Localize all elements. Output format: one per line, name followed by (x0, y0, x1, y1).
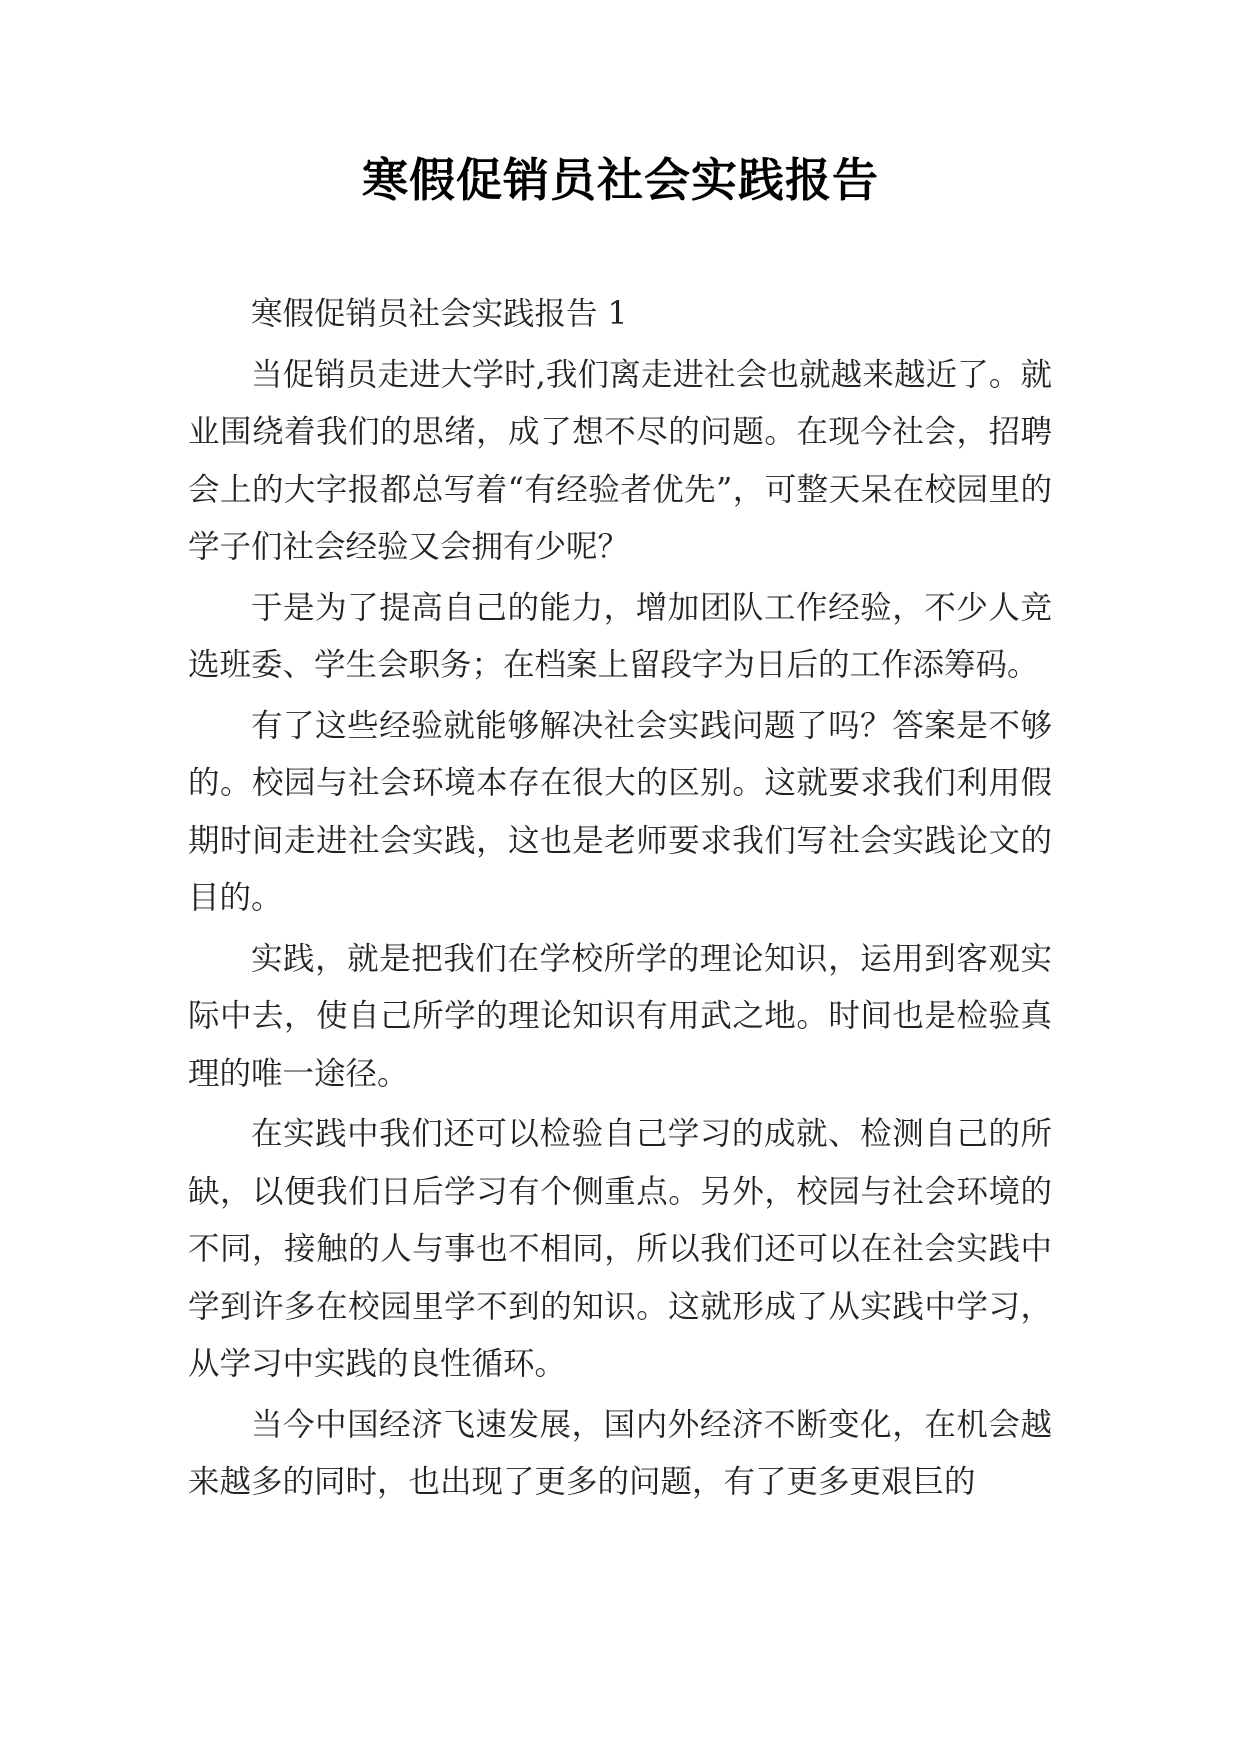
section-heading: 寒假促销员社会实践报告 1 (251, 296, 628, 332)
paragraph: 实践，就是把我们在学校所学的理论知识，运用到客观实际中去，使自己所学的理论知识有用武之地。时间也是检验真理的唯一途径。 (188, 940, 1052, 1092)
paragraph: 当今中国经济飞速发展，国内外经济不断变化，在机会越来越多的同时，也出现了更多的问题，有了更多更艰巨的 (188, 1406, 1052, 1500)
paragraph: 当促销员走进大学时,我们离走进社会也就越来越近了。就业围绕着我们的思绪，成了想不尽的问题。在现今社会，招聘会上的大字报都总写着“有经验者优先”，可整天呆在校园里的学子们社会经验又会拥有少呢？ (188, 356, 1052, 565)
document-body (188, 286, 1052, 1512)
paragraph: 在实践中我们还可以检验自己学习的成就、检测自己的所缺，以便我们日后学习有个侧重点。另外，校园与社会环境的不同，接触的人与事也不相同，所以我们还可以在社会实践中学到许多在校园里学不到的知识。这就形成了从实践中学习，从学习中实践的良性循环。 (188, 1116, 1052, 1382)
paragraph: 有了这些经验就能够解决社会实践问题了吗？答案是不够的。校园与社会环境本存在很大的区别。这就要求我们利用假期时间走进社会实践，这也是老师要求我们写社会实践论文的目的。 (188, 707, 1052, 916)
document-title: 寒假促销员社会实践报告 (362, 153, 879, 207)
paragraph: 于是为了提高自己的能力，增加团队工作经验，不少人竞选班委、学生会职务；在档案上留段字为日后的工作添筹码。 (188, 589, 1052, 683)
